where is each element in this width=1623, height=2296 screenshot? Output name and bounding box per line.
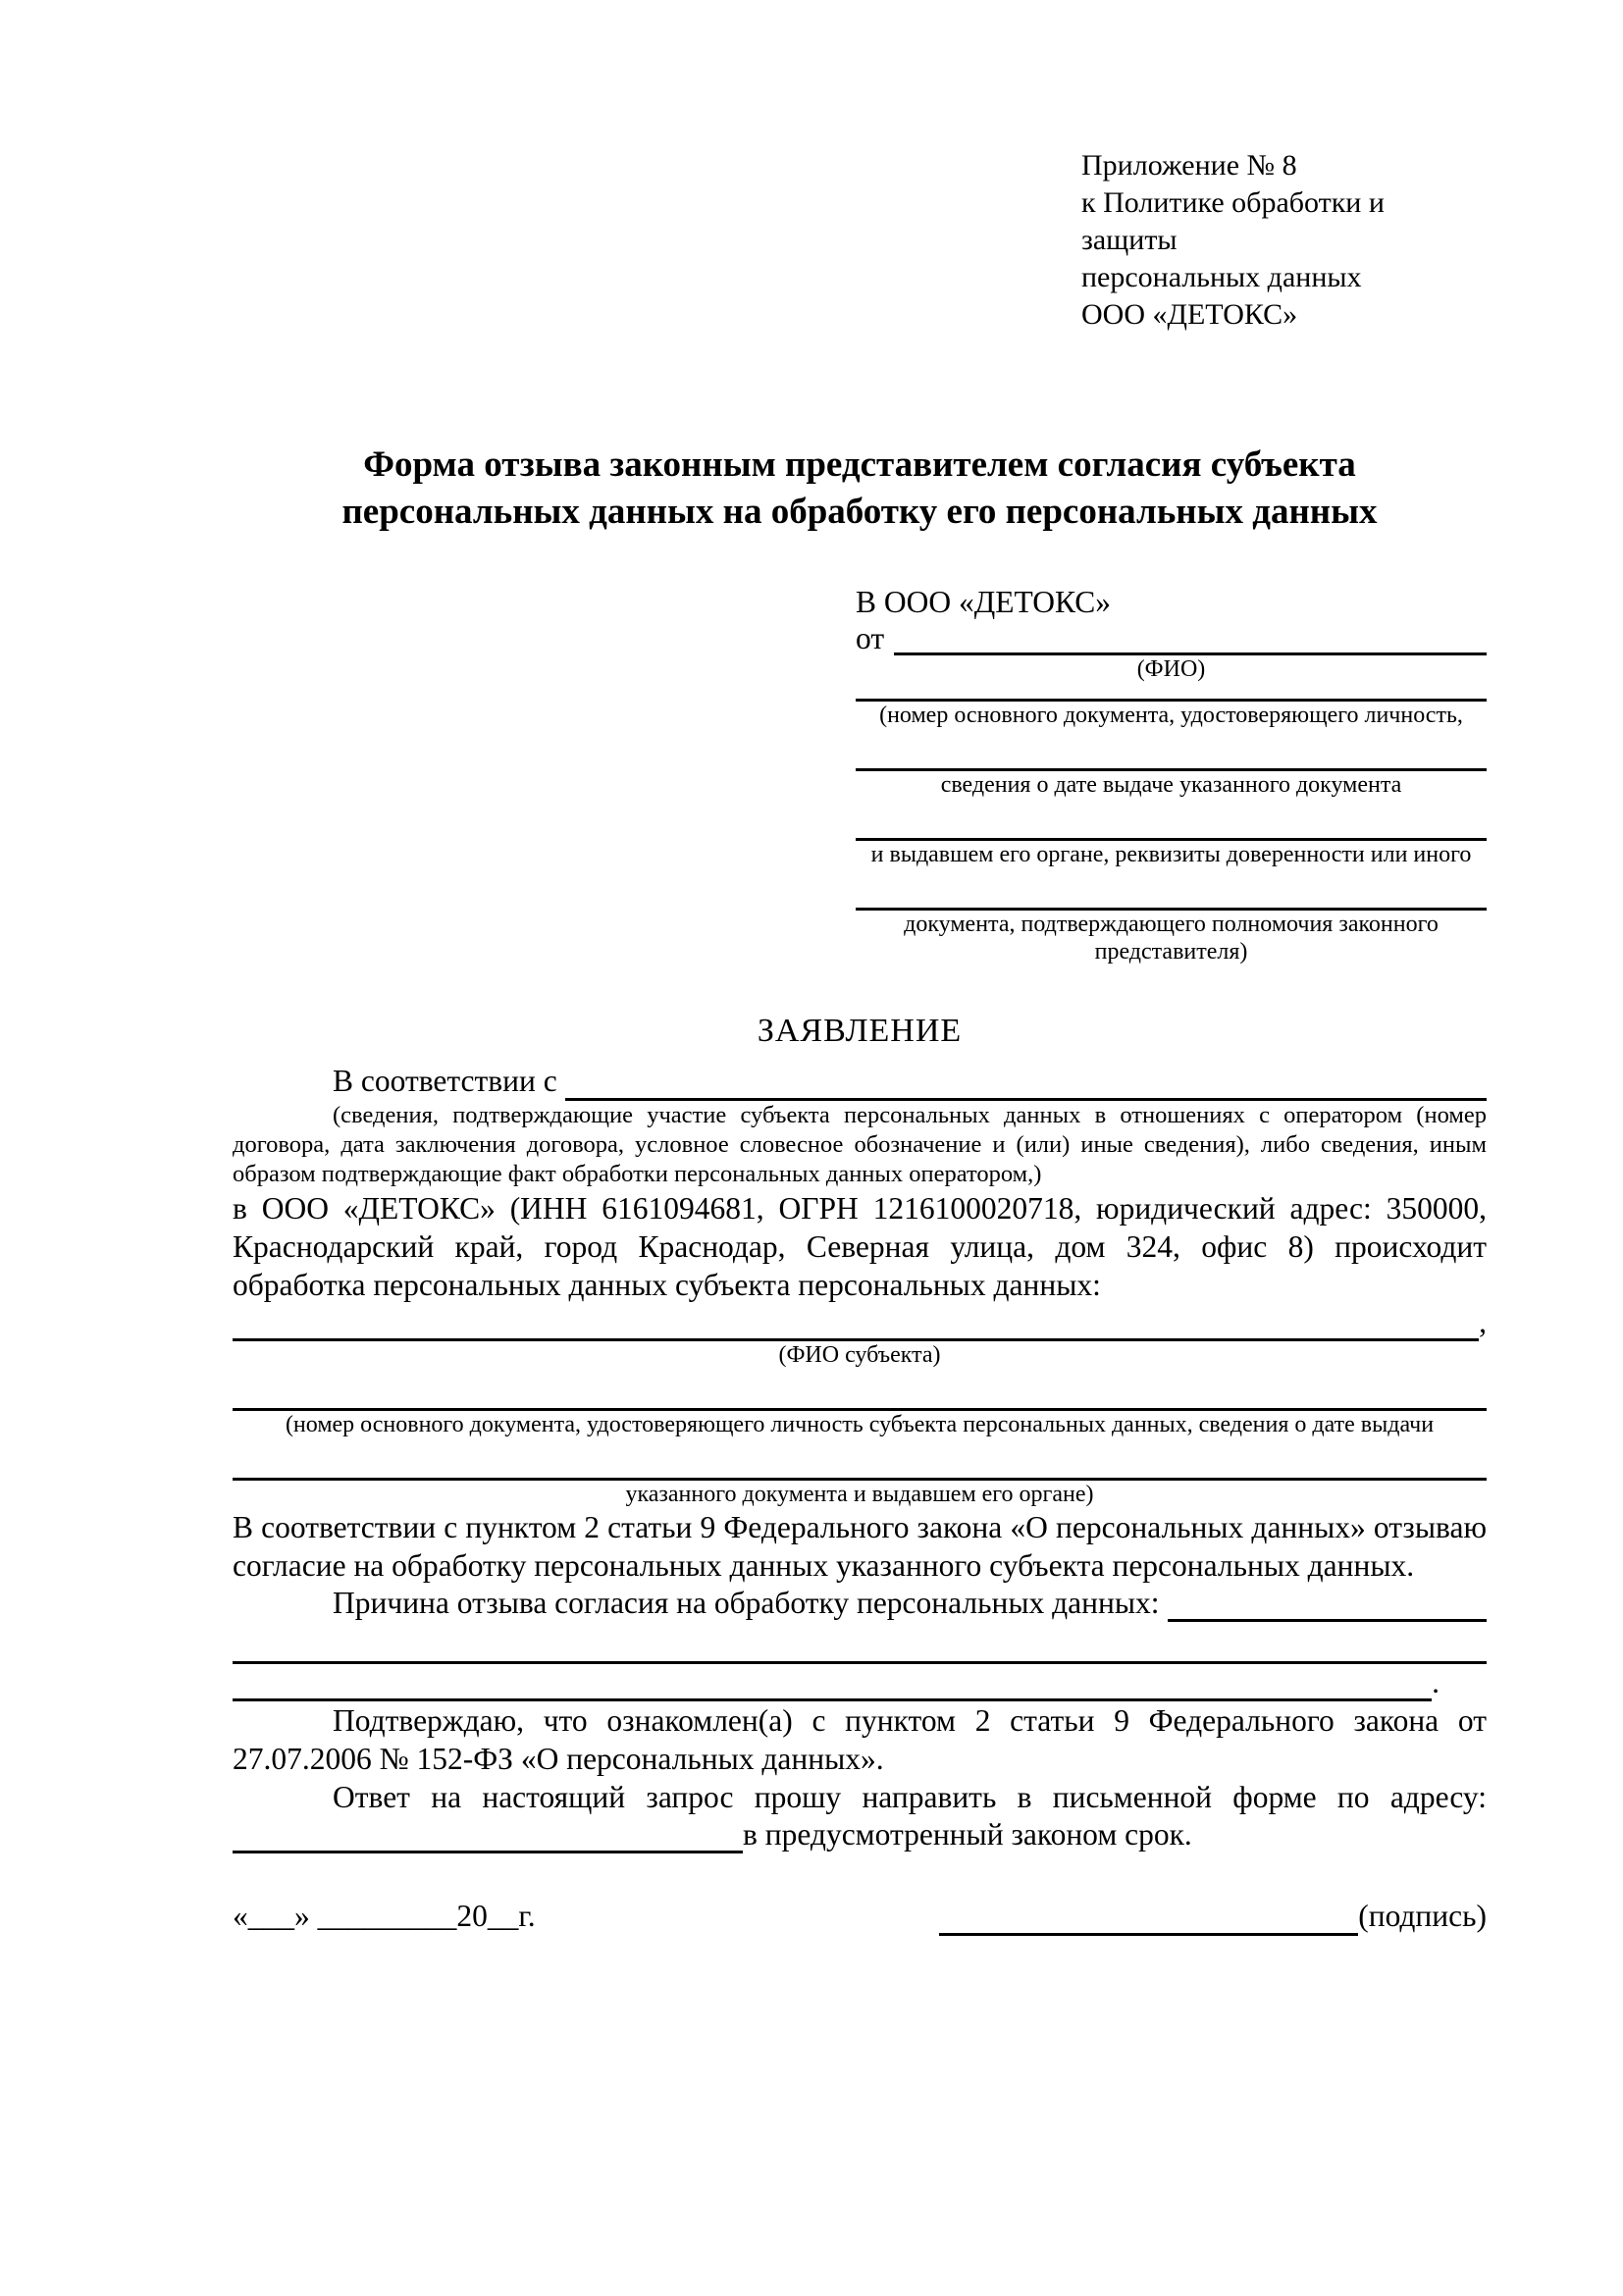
blank-line <box>856 868 1487 911</box>
signature-block <box>939 1897 1487 1936</box>
from-label: от <box>856 621 885 655</box>
issue-date-caption: сведения о дате выдаче указанного документа <box>940 772 1402 798</box>
document-number-caption: (номер основного документа, удостоверяющего личность, <box>879 703 1463 728</box>
confirm-paragraph: Подтверждаю, что ознакомлен(а) с пунктом 2 статьи 9 Федерального закона от 27.07.2006 № 152-ФЗ «О персональных данных». <box>233 1703 1487 1776</box>
accordance-field-row <box>233 1062 1487 1101</box>
trailing-comma: , <box>1479 1305 1487 1339</box>
blank-line <box>233 1438 1487 1481</box>
footer-row <box>233 1897 1487 1936</box>
subject-document-caption-2: указанного документа и выдавшем его органе) <box>625 1482 1094 1507</box>
blank-line <box>856 799 1487 841</box>
reason-blank-line <box>1168 1619 1487 1622</box>
accordance-fine-print: (сведения, подтверждающие участие субъекта персональных данных в отношениях с оператором (номер договора, дата заключения договора, условное словесное обозначение и (или) иные сведения), либо сведения, иным образом подтверждающие факт обработки персональных данных оператором,) <box>233 1102 1487 1187</box>
reply-paragraph: Ответ на настоящий запрос прошу направить в письменной форме по адресу: <box>333 1780 1487 1814</box>
blank-line <box>856 729 1487 771</box>
from-field-row <box>856 622 1487 655</box>
appendix-note <box>1081 147 1487 334</box>
subject-fio-caption: (ФИО субъекта) <box>778 1342 941 1368</box>
document-title-line-1: Форма отзыва законным представителем согласия субъекта <box>363 444 1356 485</box>
withdraw-paragraph: В соответствии с пунктом 2 статьи 9 Федерального закона «О персональных данных» отзываю согласие на обработку персональных данных указанного субъекта персональных данных. <box>233 1510 1487 1583</box>
document-title-line-2: персональных данных на обработку его персональных данных <box>341 492 1378 532</box>
reason-label: Причина отзыва согласия на обработку персональных данных: <box>333 1586 1160 1620</box>
trailing-period: . <box>1432 1665 1440 1699</box>
document-title <box>233 442 1487 536</box>
reply-tail-text: в предусмотренный законом срок. <box>743 1817 1192 1852</box>
issuing-authority-caption: и выдавшем его органе, реквизиты доверенности или иного <box>870 842 1472 867</box>
appendix-line-3: персональных данных <box>1081 261 1362 293</box>
blank-line <box>233 1622 1487 1664</box>
statement-heading: ЗАЯВЛЕНИЕ <box>757 1013 963 1049</box>
subject-fio-field-row <box>233 1304 1487 1341</box>
representative-authority-caption: документа, подтверждающего полномочия законного представителя) <box>904 912 1439 965</box>
addressee-block <box>856 583 1487 965</box>
appendix-line-2: к Политике обработки и защиты <box>1081 186 1385 256</box>
date-blank-text: «___» _________20__г. <box>233 1899 536 1933</box>
subject-document-caption-1: (номер основного документа, удостоверяющего личность субъекта персональных данных, сведения о дате выдачи <box>285 1412 1435 1437</box>
signature-blank-line <box>939 1933 1358 1936</box>
appendix-line-4: ООО «ДЕТОКС» <box>1081 298 1298 331</box>
blank-line <box>856 683 1487 702</box>
address-blank-line <box>233 1851 743 1853</box>
appendix-line-1: Приложение № 8 <box>1081 149 1297 182</box>
accordance-label: В соответствии с <box>333 1064 557 1098</box>
signature-caption: (подпись) <box>1358 1899 1487 1933</box>
fio-caption: (ФИО) <box>1136 656 1206 682</box>
reason-continuation-row <box>233 1664 1487 1701</box>
addressee-organization: В ООО «ДЕТОКС» <box>856 585 1112 619</box>
blank-line <box>233 1369 1487 1411</box>
operator-paragraph: в ООО «ДЕТОКС» (ИНН 6161094681, ОГРН 1216100020718, юридический адрес: 350000, Краснодарский край, город Краснодар, Северная улица, дом 324, офис 8) происходит обработка персональных данных субъекта персональных данных: <box>233 1191 1487 1302</box>
reason-field-row <box>233 1585 1487 1622</box>
reply-address-row <box>233 1816 1487 1853</box>
